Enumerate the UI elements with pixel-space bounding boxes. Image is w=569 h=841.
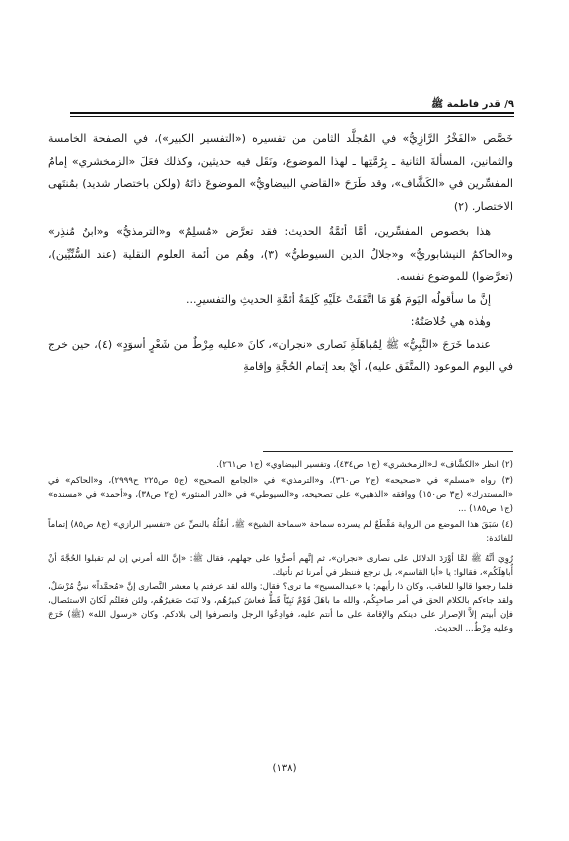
header-rule-thin bbox=[70, 116, 514, 117]
main-text bbox=[48, 128, 513, 379]
footnote-separator bbox=[263, 451, 513, 452]
footnote-quote-paragraph: فلما رجعوا قالوا للعاقب، وكان ذا رأيهم: يا «عبدالمسيح» ما ترى؟ فقال: والله لقد عرفتم يا معشر النَّصارى إنَّ «مُحمَّداً» نبيٌّ مُرْسَلٌ، ولقد جاءكم بالكلام الحق في أمر صاحبِكُم، والله ما باهَلَ قَوْمٌ نَبِيّاً قَطُّ فعاشَ كبيرُهُم، ولا نَبَتَ صَغيرُهُم، ولئن فعَلتُم لَكانَ الاستئصال، فإن أبيتم إلاَّ الإصرار على دينكم والإقامة على ما أنتم عليه، فوادِعُوا الرجل وانصرفوا إلى بلادكم. وكان «رسول الله» (ﷺ) خَرَجَ وعليه مِرْطٌ... الحديث. bbox=[48, 582, 513, 634]
footnotes bbox=[48, 458, 513, 636]
running-header-label: ٩/ قدر فاطمة ﷺ bbox=[431, 99, 514, 110]
paragraph-consensus: إنَّ ما سأقولُه اليَومَ هُوَ مَا اتَّفَقَتْ عَلَيْهِ كَلِمَةُ أئمَّةِ الحديثِ والتفسيرِ... bbox=[186, 292, 491, 306]
page-number: (١٣٨) bbox=[272, 763, 297, 774]
footnote-4: (٤) سَبَقَ هذا الموضع من الرواية مَقْطَعٌ لم يسرده سماحة «سماحة الشيخ» ﷺ، أنقُلُهُ بالنصِّ عن «تفسير الرازي» (ج٨ ص٨٥) إتماماً للفائدة: bbox=[48, 520, 513, 544]
paragraph-summary-heading: وهٰذه هي خُلاصَتُهُ: bbox=[410, 315, 491, 328]
running-header bbox=[70, 93, 514, 111]
paragraph-mubahala: عندما خَرَجَ «النَّبِيُّ» ﷺ لِمُباهَلَةِ نَصارى «نجران»، كانَ «عليه مِرْطٌ من شَعْرٍ أسوَدٍ» (٤)، حين خرج في اليوم الموعود (المتَّفَق عليه)، أيْ بعد إتمام الحُجَّةِ وإقامةِ bbox=[48, 337, 513, 373]
header-rule bbox=[70, 112, 514, 114]
paragraph-hadith-imams: هذا بخصوص المفسِّرين، أمَّا أئمَّةُ الحديث: فقد تعرَّض «مُسلِمٌ» و«الترمذيُّ» و«ابنُ مُنذِر» و«الحاكمُ النيشابوريُّ» و«جلالُ الدين السيوطيُّ» (٣)، وهُم من أئمة العلوم النقلية (عند السُّنِّيِّين)، (تعرَّضوا) للموضوع نفسه. bbox=[48, 225, 513, 283]
footnote-3: (٣) رواه «مسلم» في «صحيحه» (ج٢ ص٣٦٠)، و«الترمذي» في «الجامع الصحيح» (ج٥ ص٢٢٥ ح٢٩٩٩)، و«الحاكم» في «المستدرك» (ج٣ ص١٥٠) ووافقه «الذهبي» على تصحيحه، و«السيوطي» في «الدر المنثور» (ج٢ ص٣٨)، و«أحمد» في «مسنده» (ج١ ص١٨٥) ... bbox=[48, 476, 514, 514]
footnote-quote bbox=[48, 552, 513, 636]
paragraph-tafsir-sources: خَصَّص «الفَخْرُ الرَّازِيُّ» في المُجلَّد الثامن من تفسيره («التفسير الكبير»)، في الصفحة الخامسة والثمانين، المسألةَ الثانية ـ بِرُمَّتِها ـ لهذا الموضوع، ونَقَل فيه حديثين، وكذلك فعَلَ «الزمخشري» إمامُ المفسِّرين في «الكَشَّاف»، وقد طَرَحَ «القاضي البيضاويُّ» الموضوعَ ذاتَهُ (ولكن باختصار شديد) بمُنتَهى الاختصار. (٢) bbox=[48, 132, 513, 213]
footnote-2: (٢) انظر «الكشَّاف» لـ«الزمخشري» (ج١ ص٤٣٤)، وتفسير البيضاوي» (ج١ ص٢٦١). bbox=[216, 460, 513, 470]
footnote-quote-paragraph: رُوِيَ أنَّهُ ﷺ لمَّا أوْرَدَ الدلائل على نصارى «نجران»، ثم إنَّهم أصرُّوا على جهلهم، فقال ﷺ: «إنَّ الله أمرني إن لم تقبلوا الحُجَّةَ أنْ أُباهِلَكُم»، فقالوا: يا «أبا القاسم»، بل نرجع فننظر في أمرنا ثم نأتيك. bbox=[48, 554, 513, 578]
